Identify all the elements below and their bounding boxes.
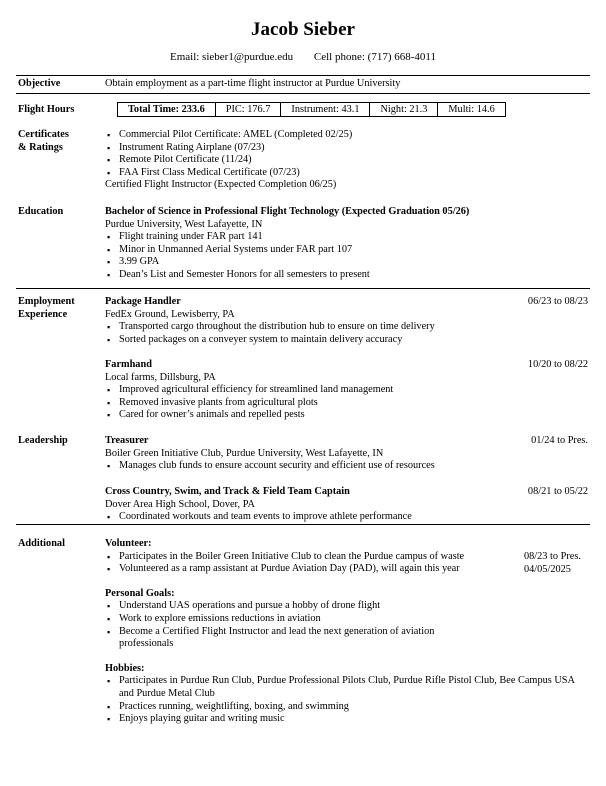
role-org: Dover Area High School, Dover, PA [105,498,255,510]
list-item: ▪ 3.99 GPA [105,256,590,269]
goals-heading: Personal Goals: [105,587,175,599]
list-item: ▪ Removed invasive plants from agricultural plots [105,397,590,410]
list-item: ▪ Coordinated workouts and team events to improve athlete performance [105,511,590,524]
contact-line [0,51,606,64]
job-title: Farmhand [105,359,152,370]
list-item: ▪ Dean’s List and Semester Honors for all semesters to present [105,269,590,282]
list-item: ▪ Manages club funds to ensure account security and efficient use of resources [105,460,590,473]
leadership-label: Leadership [18,435,68,446]
list-item: ▪ Instrument Rating Airplane (07/23) [105,142,590,155]
additional-label: Additional [18,538,65,549]
list-item: ▪ Remote Pilot Certificate (11/24) [105,154,590,167]
job-org: FedEx Ground, Lewisberry, PA [105,308,235,320]
role-org: Boiler Green Initiative Club, Purdue University, West Lafayette, IN [105,447,384,459]
job-dates: 10/20 to 08/22 [527,359,588,370]
certificates-label [18,129,98,154]
list-item: ▪ Participates in the Boiler Green Initiative Club to clean the Purdue campus of waste [105,551,524,564]
job-entry [105,359,590,422]
list-item: ▪ Enjoys playing guitar and writing music [105,713,590,726]
list-item: ▪ Sorted packages on a conveyer system to maintain delivery accuracy [105,334,590,347]
list-item: ▪ Volunteered as a ramp assistant at Purdue Aviation Day (PAD), will again this year [105,563,524,576]
certificates-list [105,129,590,192]
candidate-name: Jacob Sieber [251,19,355,40]
role-dates: 08/21 to 05/22 [527,486,588,497]
list-item: ▪ Improved agricultural efficiency for streamlined land management [105,384,590,397]
email: Email: sieber1@purdue.edu [169,51,294,63]
divider [16,288,590,289]
list-item: ▪ Flight training under FAR part 141 [105,231,590,244]
education-label: Education [18,206,64,217]
cfi-note: Certified Flight Instructor (Expected Completion 06/25) [105,179,337,191]
education-section [105,206,590,282]
flight-hours-label: Flight Hours [18,104,75,115]
list-item: ▪ Cared for owner’s animals and repelled pests [105,409,590,422]
volunteer-date: 08/23 to Pres. [524,551,581,562]
list-item: ▪ Become a Certified Flight Instructor and lead the next generation of aviation professionals [105,626,464,651]
hobbies-heading: Hobbies: [105,662,145,674]
instrument-time: Instrument: 43.1 [281,103,370,116]
divider [16,93,590,94]
list-item: ▪ Participates in Purdue Run Club, Purdue Professional Pilots Club, Purdue Rifle Pistol Club, Bee Campus USA and Purdue Metal Club [105,675,590,700]
list-item: ▪ Practices running, weightlifting, boxing, and swimming [105,701,590,714]
objective-text: Obtain employment as a part-time flight instructor at Purdue University [105,78,401,89]
night-time: Night: 21.3 [370,103,438,116]
degree: Bachelor of Science in Professional Flight Technology (Expected Graduation 05/26) [105,206,470,217]
job-org: Local farms, Dillsburg, PA [105,371,216,383]
role-title: Treasurer [105,435,149,446]
certificates-label-line1: Certificates [18,129,69,140]
leadership-entry [105,486,590,524]
role-title: Cross Country, Swim, and Track & Field Team Captain [105,486,350,497]
divider [16,75,590,76]
multi-time: Multi: 14.6 [448,104,495,115]
total-time: Total Time: 233.6 [118,103,216,116]
pic-time: PIC: 176.7 [216,103,282,116]
school: Purdue University, West Lafayette, IN [105,218,263,230]
certificates-label-line2: & Ratings [18,141,63,153]
leadership-entry [105,435,590,473]
divider [16,524,590,525]
employment-label-line2: Experience [18,308,68,320]
employment-label [18,296,98,321]
list-item: ▪ Transported cargo throughout the distribution hub to ensure on time delivery [105,321,590,334]
list-item: ▪ Minor in Unmanned Aerial Systems under FAR part 107 [105,244,590,257]
job-dates: 06/23 to 08/23 [527,296,588,307]
list-item: ▪ Commercial Pilot Certificate: AMEL (Completed 02/25) [105,129,590,142]
job-title: Package Handler [105,296,181,307]
volunteer-date: 04/05/2025 [524,564,571,575]
flight-hours-table [117,102,506,117]
phone: Cell phone: (717) 668-4011 [313,51,436,63]
list-item: ▪ FAA First Class Medical Certificate (07/23) [105,167,590,180]
list-item: ▪ Understand UAS operations and pursue a hobby of drone flight [105,600,590,613]
list-item: ▪ Work to explore emissions reductions in aviation [105,613,590,626]
employment-label-line1: Employment [18,296,75,307]
job-entry [105,296,590,346]
objective-label: Objective [18,78,61,89]
role-dates: 01/24 to Pres. [531,435,588,446]
volunteer-heading: Volunteer: [105,538,152,549]
additional-section [105,538,590,726]
